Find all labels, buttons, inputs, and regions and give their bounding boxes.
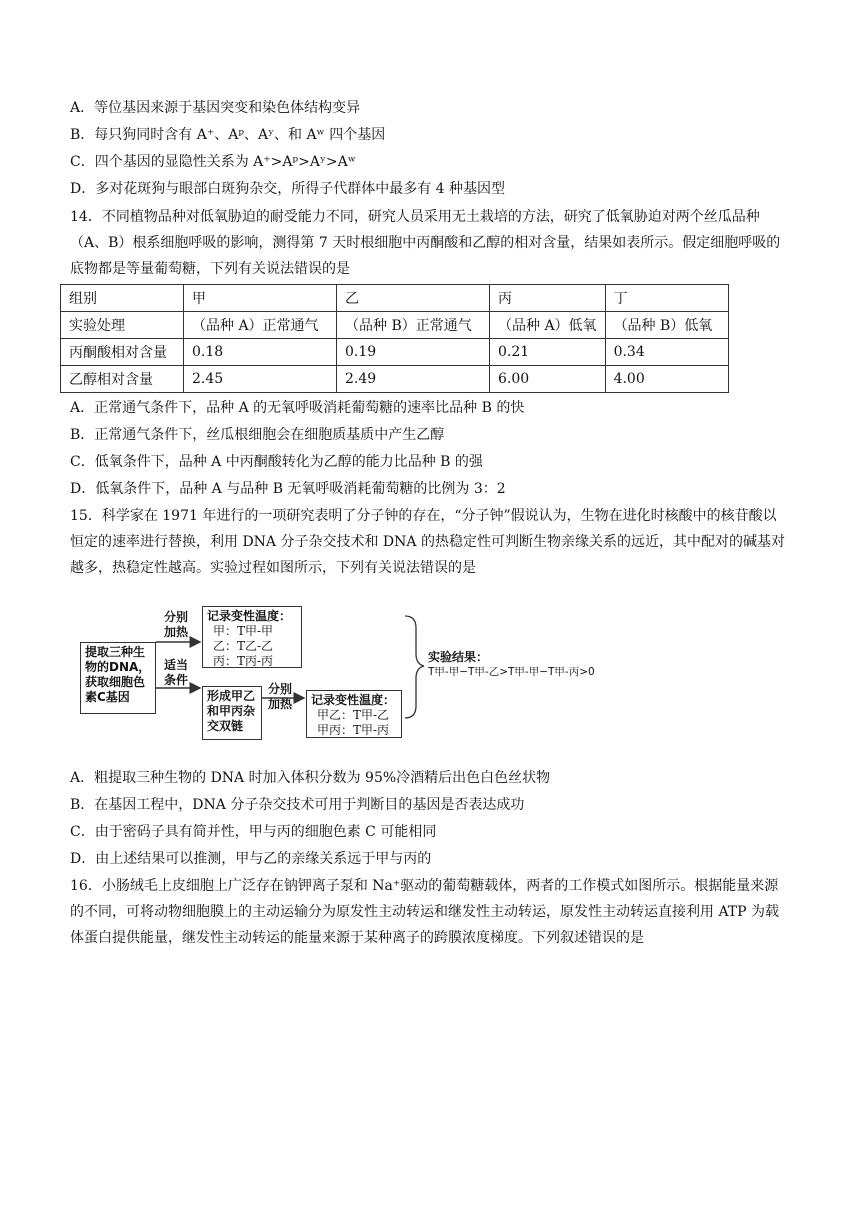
q15-option-a: A．粗提取三种生物的 DNA 时加入体积分数为 95%冷酒精后出色白色丝状物 (70, 770, 551, 786)
table-cell: 2.49 (337, 366, 490, 393)
q15-option-d: D．由上述结果可以推测，甲与乙的亲缘关系远于甲与丙的 (70, 851, 432, 867)
record-temp-box-2: 记录变性温度： 甲乙：T甲-乙 甲丙：T甲-丙 (306, 690, 402, 738)
q13-option-c: C．四个基因的显隐性关系为 A⁺>Aᵖ>Aʸ>Aʷ (70, 154, 356, 170)
table-cell: 0.18 (184, 339, 337, 366)
table-cell: 实验处理 (61, 312, 184, 339)
condition-label: 适当 条件 (164, 658, 189, 687)
q15-stem: 15．科学家在 1971 年进行的一项研究表明了分子钟的存在，“分子钟”假说认为，生物在进化时核酸中的核苷酸以恒定的速率进行替换，利用 DNA 分子杂交技术和 DNA 的热稳定性可判断生物亲缘关系的远近，其中配对的碱基对越多，热稳定性越高。实验过程如图所示，下列有关说法错误的是 (70, 508, 785, 576)
table-row (61, 366, 729, 393)
table-cell: 6.00 (490, 366, 606, 393)
table-cell: 丙 (490, 285, 606, 312)
q15-option-b: B．在基因工程中，DNA 分子杂交技术可用于判断目的基因是否表达成功 (70, 797, 525, 813)
q14-table (60, 284, 729, 393)
record-temp-box-1: 记录变性温度： 甲：T甲-甲 乙：T乙-乙 丙：T丙-丙 (202, 606, 302, 668)
q14-option-c: C．低氧条件下，品种 A 中丙酮酸转化为乙醇的能力比品种 B 的强 (70, 454, 483, 470)
q15-option-c: C．由于密码子具有简并性，甲与丙的细胞色素 C 可能相同 (70, 824, 437, 840)
q14-option-d: D．低氧条件下，品种 A 与品种 B 无氧呼吸消耗葡萄糖的比例为 3：2 (70, 481, 506, 497)
table-cell: 2.45 (184, 366, 337, 393)
table-cell: 丁 (605, 285, 728, 312)
table-cell: 0.34 (605, 339, 728, 366)
extract-dna-box: 提取三种生 物的DNA， 获取细胞色 素C基因 (80, 642, 156, 714)
table-cell: 0.19 (337, 339, 490, 366)
q13-option-d: D．多对花斑狗与眼部白斑狗杂交，所得子代群体中最多有 4 种基因型 (70, 181, 506, 197)
table-header-row (61, 285, 729, 312)
table-cell: （品种 A）低氧 (490, 312, 606, 339)
table-cell: （品种 B）低氧 (605, 312, 728, 339)
table-cell: 组别 (61, 285, 184, 312)
experiment-result: 实验结果： T甲-甲−T甲-乙>T甲-甲−T甲-丙>0 (428, 650, 595, 678)
table-row (61, 312, 729, 339)
q14-stem: 14．不同植物品种对低氧胁迫的耐受能力不同，研究人员采用无土栽培的方法，研究了低氧胁迫对两个丝瓜品种（A、B）根系细胞呼吸的影响，测得第 7 天时根细胞中丙酮酸和乙醇的相对含量，结果如表所示。假定细胞呼吸的底物都是等量葡萄糖，下列有关说法错误的是 (70, 209, 781, 277)
hybrid-box: 形成甲乙 和甲丙杂 交双链 (202, 686, 262, 740)
table-cell: 甲 (184, 285, 337, 312)
table-cell: （品种 B）正常通气 (337, 312, 490, 339)
q14-option-a: A．正常通气条件下，品种 A 的无氧呼吸消耗葡萄糖的速率比品种 B 的快 (70, 400, 525, 416)
table-cell: 4.00 (605, 366, 728, 393)
heat-label: 分别 加热 (164, 610, 189, 639)
table-cell: 乙醇相对含量 (61, 366, 184, 393)
table-row (61, 339, 729, 366)
q15-flow-diagram (60, 598, 600, 748)
table-cell: 乙 (337, 285, 490, 312)
q14-option-b: B．正常通气条件下，丝瓜根细胞会在细胞质基质中产生乙醇 (70, 427, 445, 443)
table-cell: 丙酮酸相对含量 (61, 339, 184, 366)
table-cell: （品种 A）正常通气 (184, 312, 337, 339)
q13-option-a: A．等位基因来源于基因突变和染色体结构变异 (70, 100, 361, 116)
table-cell: 0.21 (490, 339, 606, 366)
q13-option-b: B．每只狗同时含有 A⁺、Aᵖ、Aʸ、和 Aʷ 四个基因 (70, 127, 386, 143)
heat-label-2: 分别 加热 (268, 682, 293, 711)
q16-stem: 16．小肠绒毛上皮细胞上广泛存在钠钾离子泵和 Na⁺驱动的葡萄糖载体，两者的工作模式如图所示。根据能量来源的不同，可将动物细胞膜上的主动运输分为原发性主动转运和继发性主动转运，原发性主动转运直接利用 ATP 为载体蛋白提供能量，继发性主动转运的能量来源于某种离子的跨膜浓度梯度。下列叙述错误的是 (70, 878, 779, 946)
